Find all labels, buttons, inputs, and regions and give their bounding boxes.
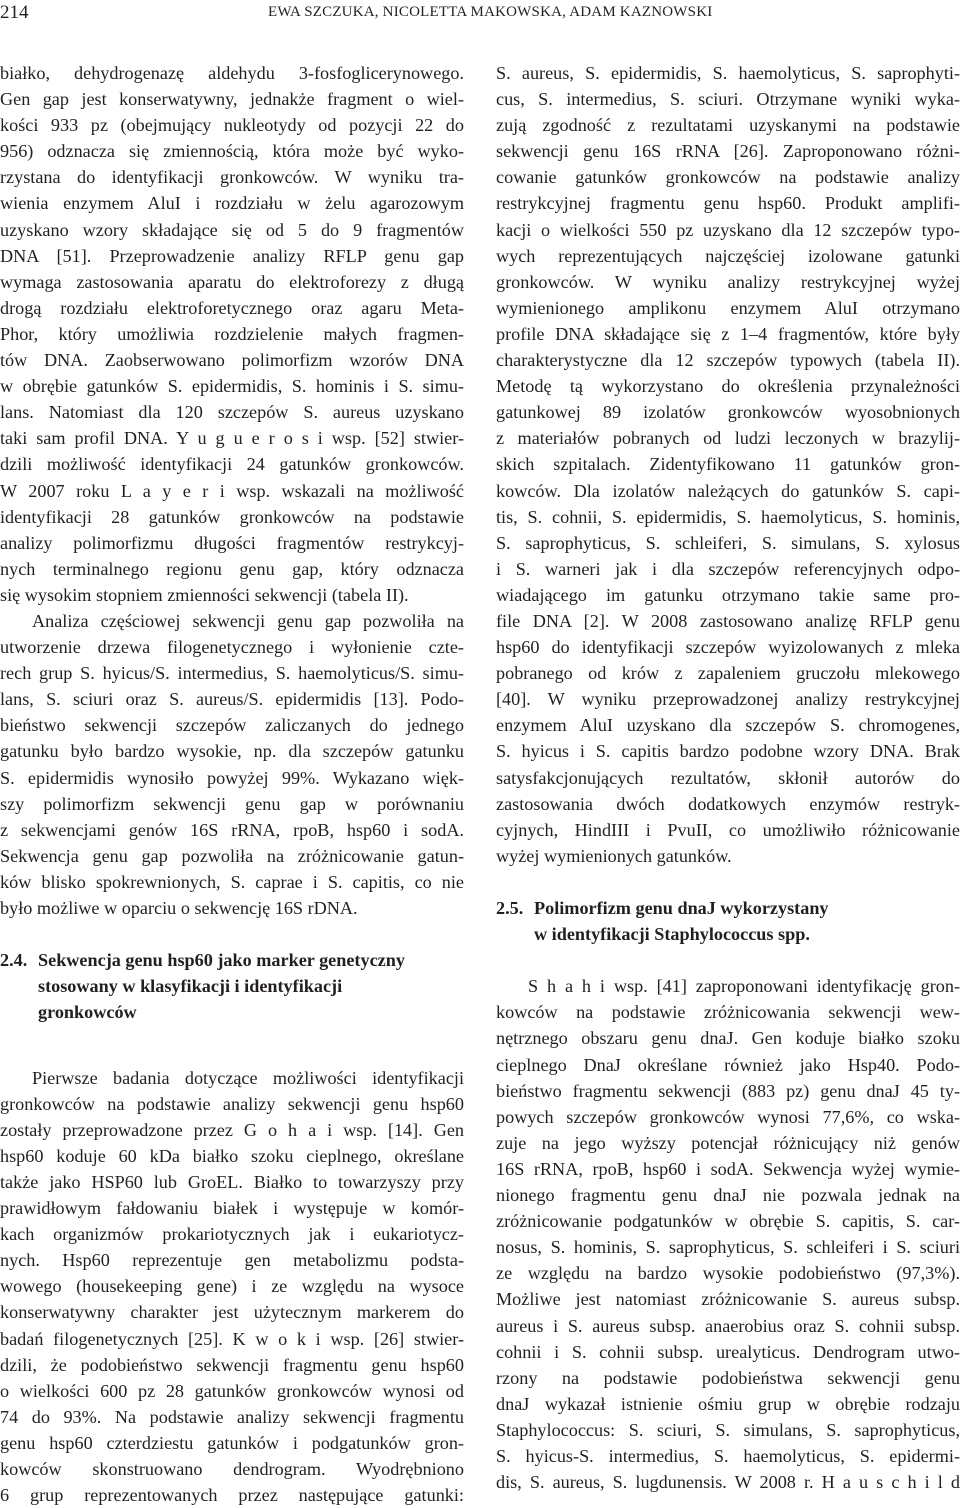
heading-line: w identyfikacji Staphylococcus spp.	[534, 924, 810, 945]
text-line: kach organizmów prokariotycznych jak i eukariotycz-	[0, 1224, 464, 1245]
text-line: badań filogenetycznych [25]. K w o k i wsp. [26] stwier-	[0, 1328, 464, 1349]
left-paragraph-1	[0, 60, 464, 608]
text-line: taki sam profil DNA. Y u g u e r o s i wsp. [52] stwier-	[0, 428, 464, 449]
text-line: W 2007 roku L a y e r i wsp. wskazali na możliwość	[0, 480, 464, 501]
text-line: utworzenie drzewa filogenetycznego i wyłonienie czte-	[0, 637, 464, 658]
text-line: aureus i S. aureus subsp. anaerobius oraz S. cohnii subsp.	[496, 1315, 960, 1336]
text-line: bieństwo sekwencji szczepów zaliczanych do jednego	[0, 715, 464, 736]
text-line: rzystana do identyfikacji gronkowców. W wyniku tra-	[0, 167, 464, 188]
text-line: 956) odznacza się zmiennością, która może być wyko-	[0, 141, 464, 162]
text-line: cus, S. intermedius, S. sciuri. Otrzymane wyniki wyka-	[496, 89, 960, 110]
text-line: i S. warneri jak i dla szczepów referencyjnych odpo-	[496, 558, 960, 579]
left-column	[0, 60, 464, 1508]
text-line: skich szpitalach. Zidentyfikowano 11 gatunków gron-	[496, 454, 960, 475]
right-paragraph-2	[496, 973, 960, 1495]
text-line: zują zgodność z rezultatami uzyskanymi na podstawie	[496, 115, 960, 136]
text-line: lans, S. sciuri oraz S. aureus/S. epidermidis [13]. Podo-	[0, 689, 464, 710]
text-line: nosus, S. hominis, S. saprophyticus, S. schleiferi i S. sciuri	[496, 1237, 960, 1258]
text-line: [40]. W wyniku przeprowadzonej analizy restrykcyjnej	[496, 689, 960, 710]
text-line: cieplnego DnaJ określane również jako Hsp40. Podo-	[496, 1054, 960, 1075]
text-line: nych terminalnego regionu genu gap, który odznacza	[0, 558, 464, 579]
running-head: EWA SZCZUKA, NICOLETTA MAKOWSKA, ADAM KAZNOWSKI	[268, 4, 713, 20]
heading-line	[496, 895, 960, 921]
text-line: gatunku było bardzo wysokie, np. dla szczepów gatunku	[0, 741, 464, 762]
heading-line: gronkowców	[38, 1002, 137, 1023]
text-line: Możliwe jest natomiast zróżnicowanie S. aureus subsp.	[496, 1289, 960, 1310]
text-line: analizy polimorfizmu długości fragmentów restrykcyj-	[0, 532, 464, 553]
text-line: S h a h i wsp. [41] zaproponowani identyfikację gron-	[528, 976, 960, 997]
text-line: kowców na podstawie zróżnicowania sekwencji wew-	[496, 1002, 960, 1023]
text-line: file DNA [2]. W 2008 zastosowano analizę RFLP genu	[496, 610, 960, 631]
text-line: konserwatywny charakter jest użytecznym markerem do	[0, 1302, 464, 1323]
text-line: uzyskano wzory składające się od 5 do 9 fragmentów	[0, 219, 464, 240]
text-line: tów DNA. Zaobserwowano polimorfizm wzorów DNA	[0, 350, 464, 371]
text-line: restrykcyjnej fragmentu genu hsp60. Produkt amplifi-	[496, 193, 960, 214]
text-line: dzili, że podobieństwo sekwencji fragmentu genu hsp60	[0, 1354, 464, 1375]
text-line: białko, dehydrogenazę aldehydu 3-fosfoglicerynowego.	[0, 63, 464, 83]
text-line: tis, S. cohnii, S. epidermidis, S. haemolyticus, S. hominis,	[496, 506, 960, 527]
text-line: wowego (housekeeping gene) i ze względu na wysoce	[0, 1276, 464, 1297]
text-line: sekwencji genu 16S rRNA [26]. Zaproponowano różni-	[496, 141, 960, 162]
heading-line: stosowany w klasyfikacji i identyfikacji	[38, 976, 343, 997]
text-line: dzili możliwość identyfikacji 24 gatunków gronkowców.	[0, 454, 464, 475]
text-line: wienia enzymem AluI i rozdziału w żelu agarozowym	[0, 193, 464, 214]
text-line: rzony na podstawie podobieństwa sekwencji genu	[496, 1367, 960, 1388]
text-line: wych reprezentujących najczęściej izolowane gatunki	[496, 245, 960, 266]
text-line: wymaga zastosowania aparatu do elektroforezy z długą	[0, 271, 464, 292]
text-line: Metodę tą wykorzystano do określenia przynależności	[496, 376, 960, 397]
text-line: zostały przeprowadzone przez G o h a i wsp. [14]. Gen	[0, 1119, 464, 1140]
text-line: enzymem AluI uzyskano dla szczepów S. chromogenes,	[496, 715, 960, 736]
text-line: w obrębie gatunków S. epidermidis, S. hominis i S. simu-	[0, 376, 464, 397]
text-line: S. hyicus i S. capitis bardzo podobne wzory DNA. Brak	[496, 741, 960, 762]
spacer	[496, 947, 960, 973]
text-line: identyfikacji 28 gatunków gronkowców na podstawie	[0, 506, 464, 527]
text-line: satysfakcjonujących rezultatów, skłonił autorów do	[496, 767, 960, 788]
text-line: zastosowania dwóch dodatkowych enzymów restryk-	[496, 793, 960, 814]
heading-line	[0, 947, 464, 973]
text-line: hsp60 do identyfikacji szczepów wyizolowanych z mleka	[496, 637, 960, 658]
text-line: dnaJ wykazał istnienie ośmiu grup w obrębie rodzaju	[496, 1393, 960, 1414]
text-line: prawidłowym fałdowaniu białek i występuje w komór-	[0, 1198, 464, 1219]
text-line: 16S rRNA, rpoB, hsp60 i sodA. Sekwencja wyżej wymie-	[496, 1158, 960, 1179]
text-line: pobranego od krów z zapaleniem gruczołu mlekowego	[496, 663, 960, 684]
spacer	[0, 1052, 464, 1065]
text-line: DNA [51]. Przeprowadzenie analizy RFLP genu gap	[0, 245, 464, 266]
text-line: gronkowców na podstawie analizy sekwencji genu hsp60	[0, 1093, 464, 1114]
text-line: zróżnicowanie podgatunków w obrębie S. capitis, S. car-	[496, 1211, 960, 1232]
section-heading-2-4	[0, 947, 464, 1025]
text-line: bieństwo fragmentu sekwencji (883 pz) genu dnaJ 45 ty-	[496, 1080, 960, 1101]
spacer	[0, 921, 464, 947]
text-line: nętrznego obszaru genu dnaJ. Gen koduje białko szoku	[496, 1028, 960, 1049]
spacer	[496, 869, 960, 895]
text-line: kości 933 pz (obejmujący nukleotydy od pozycji 22 do	[0, 115, 464, 136]
text-line: Analiza częściowej sekwencji genu gap pozwoliła na	[32, 610, 464, 631]
text-line: było możliwe w oparciu o sekwencję 16S rDNA.	[0, 898, 358, 918]
text-line: S. aureus, S. epidermidis, S. haemolyticus, S. saprophyti-	[496, 63, 960, 83]
text-line: zuje na jego wyższy potencjał różnicujący niż genów	[496, 1132, 960, 1153]
text-line: lans. Natomiast dla 120 szczepów S. aureus uzyskano	[0, 402, 464, 423]
text-line: 6 grup reprezentowanych przez następujące gatunki:	[0, 1485, 464, 1506]
text-line: kowców skonstruowano dendrogram. Wyodrębniono	[0, 1458, 464, 1479]
left-paragraph-3	[0, 1065, 464, 1508]
text-line: Pierwsze badania dotyczące możliwości identyfikacji	[32, 1067, 464, 1088]
text-line: Staphylococcus: S. sciuri, S. simulans, S. saprophyticus,	[496, 1419, 960, 1440]
text-line: z sekwencjami genów 16S rRNA, rpoB, hsp60 i sodA.	[0, 819, 464, 840]
text-line: wiadającego im gatunku otrzymano takie same pro-	[496, 584, 960, 605]
page-number: 214	[0, 2, 29, 23]
text-line: hsp60 koduje 60 kDa białko szoku cieplnego, określane	[0, 1145, 464, 1166]
text-line: szy polimorfizm sekwencji genu gap w porównaniu	[0, 793, 464, 814]
text-line: także jako HSP60 lub GroEL. Białko to towarzyszy przy	[0, 1171, 464, 1192]
text-line: wymienionego amplikonu enzymem AluI otrzymano	[496, 297, 960, 318]
right-column	[496, 60, 960, 1495]
text-line: się wysokim stopniem zmienności sekwencji (tabela II).	[0, 584, 409, 605]
heading-number: 2.4.	[0, 950, 28, 971]
text-line: Gen gap jest konserwatywny, jednakże fragment o wiel-	[0, 89, 464, 110]
text-line: wyżej wymienionych gatunków.	[496, 845, 732, 866]
text-line: S. hyicus-S. intermedius, S. haemolyticus, S. epidermi-	[496, 1445, 960, 1466]
right-paragraph-1	[496, 60, 960, 869]
text-line: kowców. Dla izolatów należących do gatunków S. capi-	[496, 480, 960, 501]
spacer	[0, 1025, 464, 1051]
text-line: o wielkości 600 pz 28 gatunków gronkowców wynosi od	[0, 1380, 464, 1401]
text-line: cyjnych, HindIII i PvuII, co umożliwiło różnicowanie	[496, 819, 960, 840]
text-line: genu hsp60 czterdziestu gatunków i podgatunków gron-	[0, 1432, 464, 1453]
text-line: gronkowców. W wyniku analizy restrykcyjnej wyżej	[496, 271, 960, 292]
text-line: charakterystyczne dla 12 szczepów typowych (tabela II).	[496, 350, 960, 371]
text-line: z materiałów pobranych od ludzi leczonych w brazylij-	[496, 428, 960, 449]
text-line: ków blisko spokrewnionych, S. caprae i S. capitis, co nie	[0, 871, 464, 892]
text-line: Phor, który umożliwia rozdzielenie małych fragmen-	[0, 323, 464, 344]
text-line: gatunkowej 89 izolatów gronkowców wyosobnionych	[496, 402, 960, 423]
text-line: dis, S. aureus, S. lugdunensis. W 2008 r. H a u s c h i l d	[496, 1472, 960, 1493]
text-line: cohnii i S. cohnii subsp. urealyticus. Dendrogram utwo-	[496, 1341, 960, 1362]
text-line: rech grup S. hyicus/S. intermedius, S. haemolyticus/S. simu-	[0, 663, 464, 684]
left-paragraph-2	[0, 608, 464, 921]
page-header	[0, 0, 960, 28]
text-line: nych. Hsp60 reprezentuje gen metabolizmu podsta-	[0, 1250, 464, 1271]
heading-text: Polimorfizm genu dnaJ wykorzystany	[534, 898, 829, 918]
text-line: S. epidermidis wynosiło powyżej 99%. Wykazano więk-	[0, 767, 464, 788]
text-line: ze względu na bardzo wysokie podobieństwo (97,3%).	[496, 1263, 960, 1284]
heading-text: Sekwencja genu hsp60 jako marker genetyczny	[38, 950, 405, 971]
section-heading-2-5	[496, 895, 960, 947]
text-line: kacji o wielkości 550 pz uzyskano dla 12 szczepów typo-	[496, 219, 960, 240]
heading-number: 2.5.	[496, 898, 524, 918]
text-line: nionego fragmentu genu dnaJ nie pozwala jednak na	[496, 1185, 960, 1206]
text-line: 74 do 93%. Na podstawie analizy sekwencji fragmentu	[0, 1406, 464, 1427]
text-line: S. saprophyticus, S. schleiferi, S. simulans, S. xylosus	[496, 532, 960, 553]
text-line: Sekwencja genu gap pozwoliła na zróżnicowanie gatun-	[0, 845, 464, 866]
text-line: cowanie gatunków gronkowców na podstawie analizy	[496, 167, 960, 188]
text-line: powych szczepów gronkowców wynosi 77,6%, co wska-	[496, 1106, 960, 1127]
text-line: drogą rozdziału elektroforetycznego oraz agaru Meta-	[0, 297, 464, 318]
text-line: profile DNA składające się z 1–4 fragmentów, które były	[496, 323, 960, 344]
